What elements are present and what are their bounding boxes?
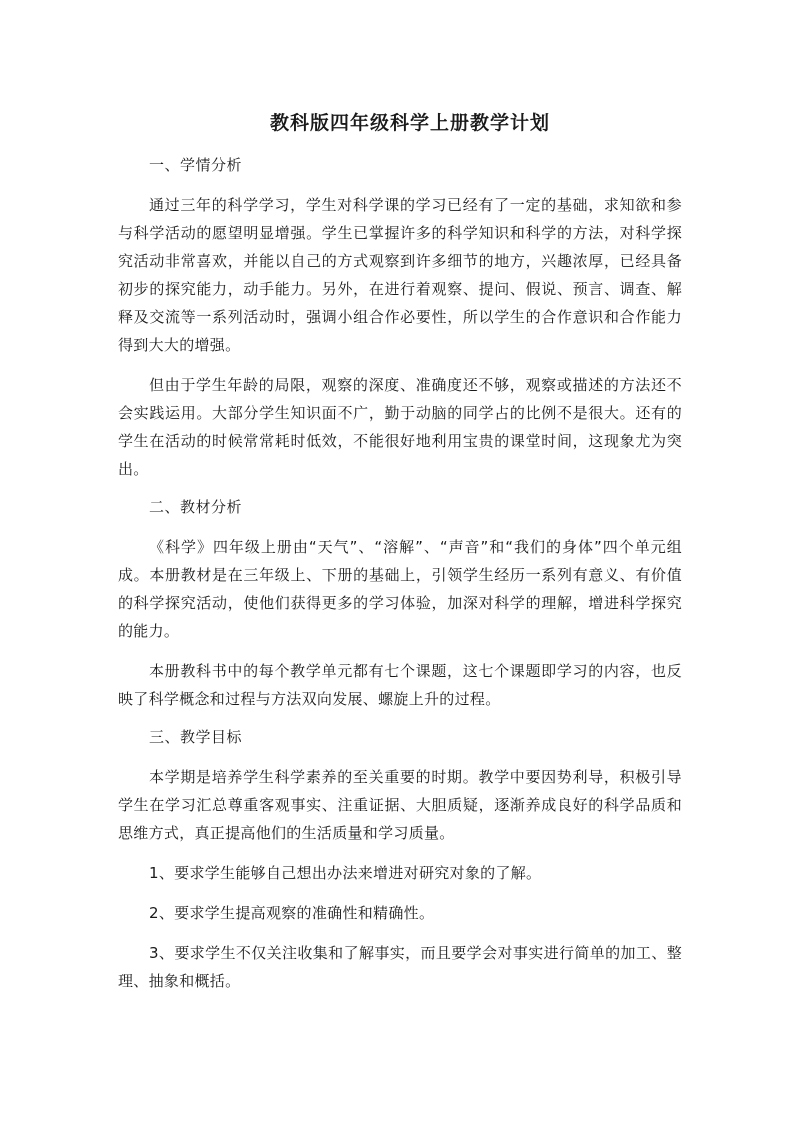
paragraph: 通过三年的科学学习，学生对科学课的学习已经有了一定的基础，求知欲和参与科学活动的愿望明显增强。学生已掌握许多的科学知识和科学的方法，对科学探究活动非常喜欢，并能以自己的方式观察到许多细节的地方，兴趣浓厚，已经具备初步的探究能力，动手能力。另外，在进行着观察、提问、假说、预言、调查、解释及交流等一系列活动时，强调小组合作必要性，所以学生的合作意识和合作能力得到大大的增强。 bbox=[118, 196, 682, 354]
document-title: 教科版四年级科学上册教学计划 bbox=[269, 112, 550, 134]
paragraph: 本学期是培养学生科学素养的至关重要的时期。教学中要因势利导，积极引导学生在学习汇总尊重客观事实、注重证据、大胆质疑，逐渐养成良好的科学品质和思维方式，真正提高他们的生活质量和学习质量。 bbox=[118, 768, 682, 842]
section-heading: 三、教学目标 bbox=[149, 728, 243, 746]
list-item: 3、要求学生不仅关注收集和了解事实，而且要学会对事实进行简单的加工、整理、抽象和概括。 bbox=[118, 944, 682, 990]
section-heading: 一、学情分析 bbox=[149, 156, 243, 174]
list-item: 1、要求学生能够自己想出办法来增进对研究对象的了解。 bbox=[149, 864, 542, 882]
section-teaching-goals bbox=[118, 725, 682, 995]
section-heading: 二、教材分析 bbox=[149, 498, 243, 516]
paragraph: 《科学》四年级上册由“天气”、“溶解”、“声音”和“我们的身体”四个单元组成。本册教材是在三年级上、下册的基础上，引领学生经历一系列有意义、有价值的科学探究活动，使他们获得更多的学习体验，加深对科学的理解，增进科学探究的能力。 bbox=[118, 538, 682, 640]
paragraph: 本册教科书中的每个教学单元都有七个课题，这七个课题即学习的内容，也反映了科学概念和过程与方法双向发展、螺旋上升的过程。 bbox=[118, 662, 682, 708]
paragraph: 但由于学生年龄的局限，观察的深度、准确度还不够，观察或描述的方法还不会实践运用。大部分学生知识面不广，勤于动脑的同学占的比例不是很大。还有的学生在活动的时候常常耗时低效，不能很好地利用宝贵的课堂时间，这现象尤为突出。 bbox=[118, 376, 682, 478]
list-item: 2、要求学生提高观察的准确性和精确性。 bbox=[149, 904, 435, 922]
section-textbook-analysis bbox=[118, 495, 682, 713]
section-student-analysis bbox=[118, 153, 682, 483]
